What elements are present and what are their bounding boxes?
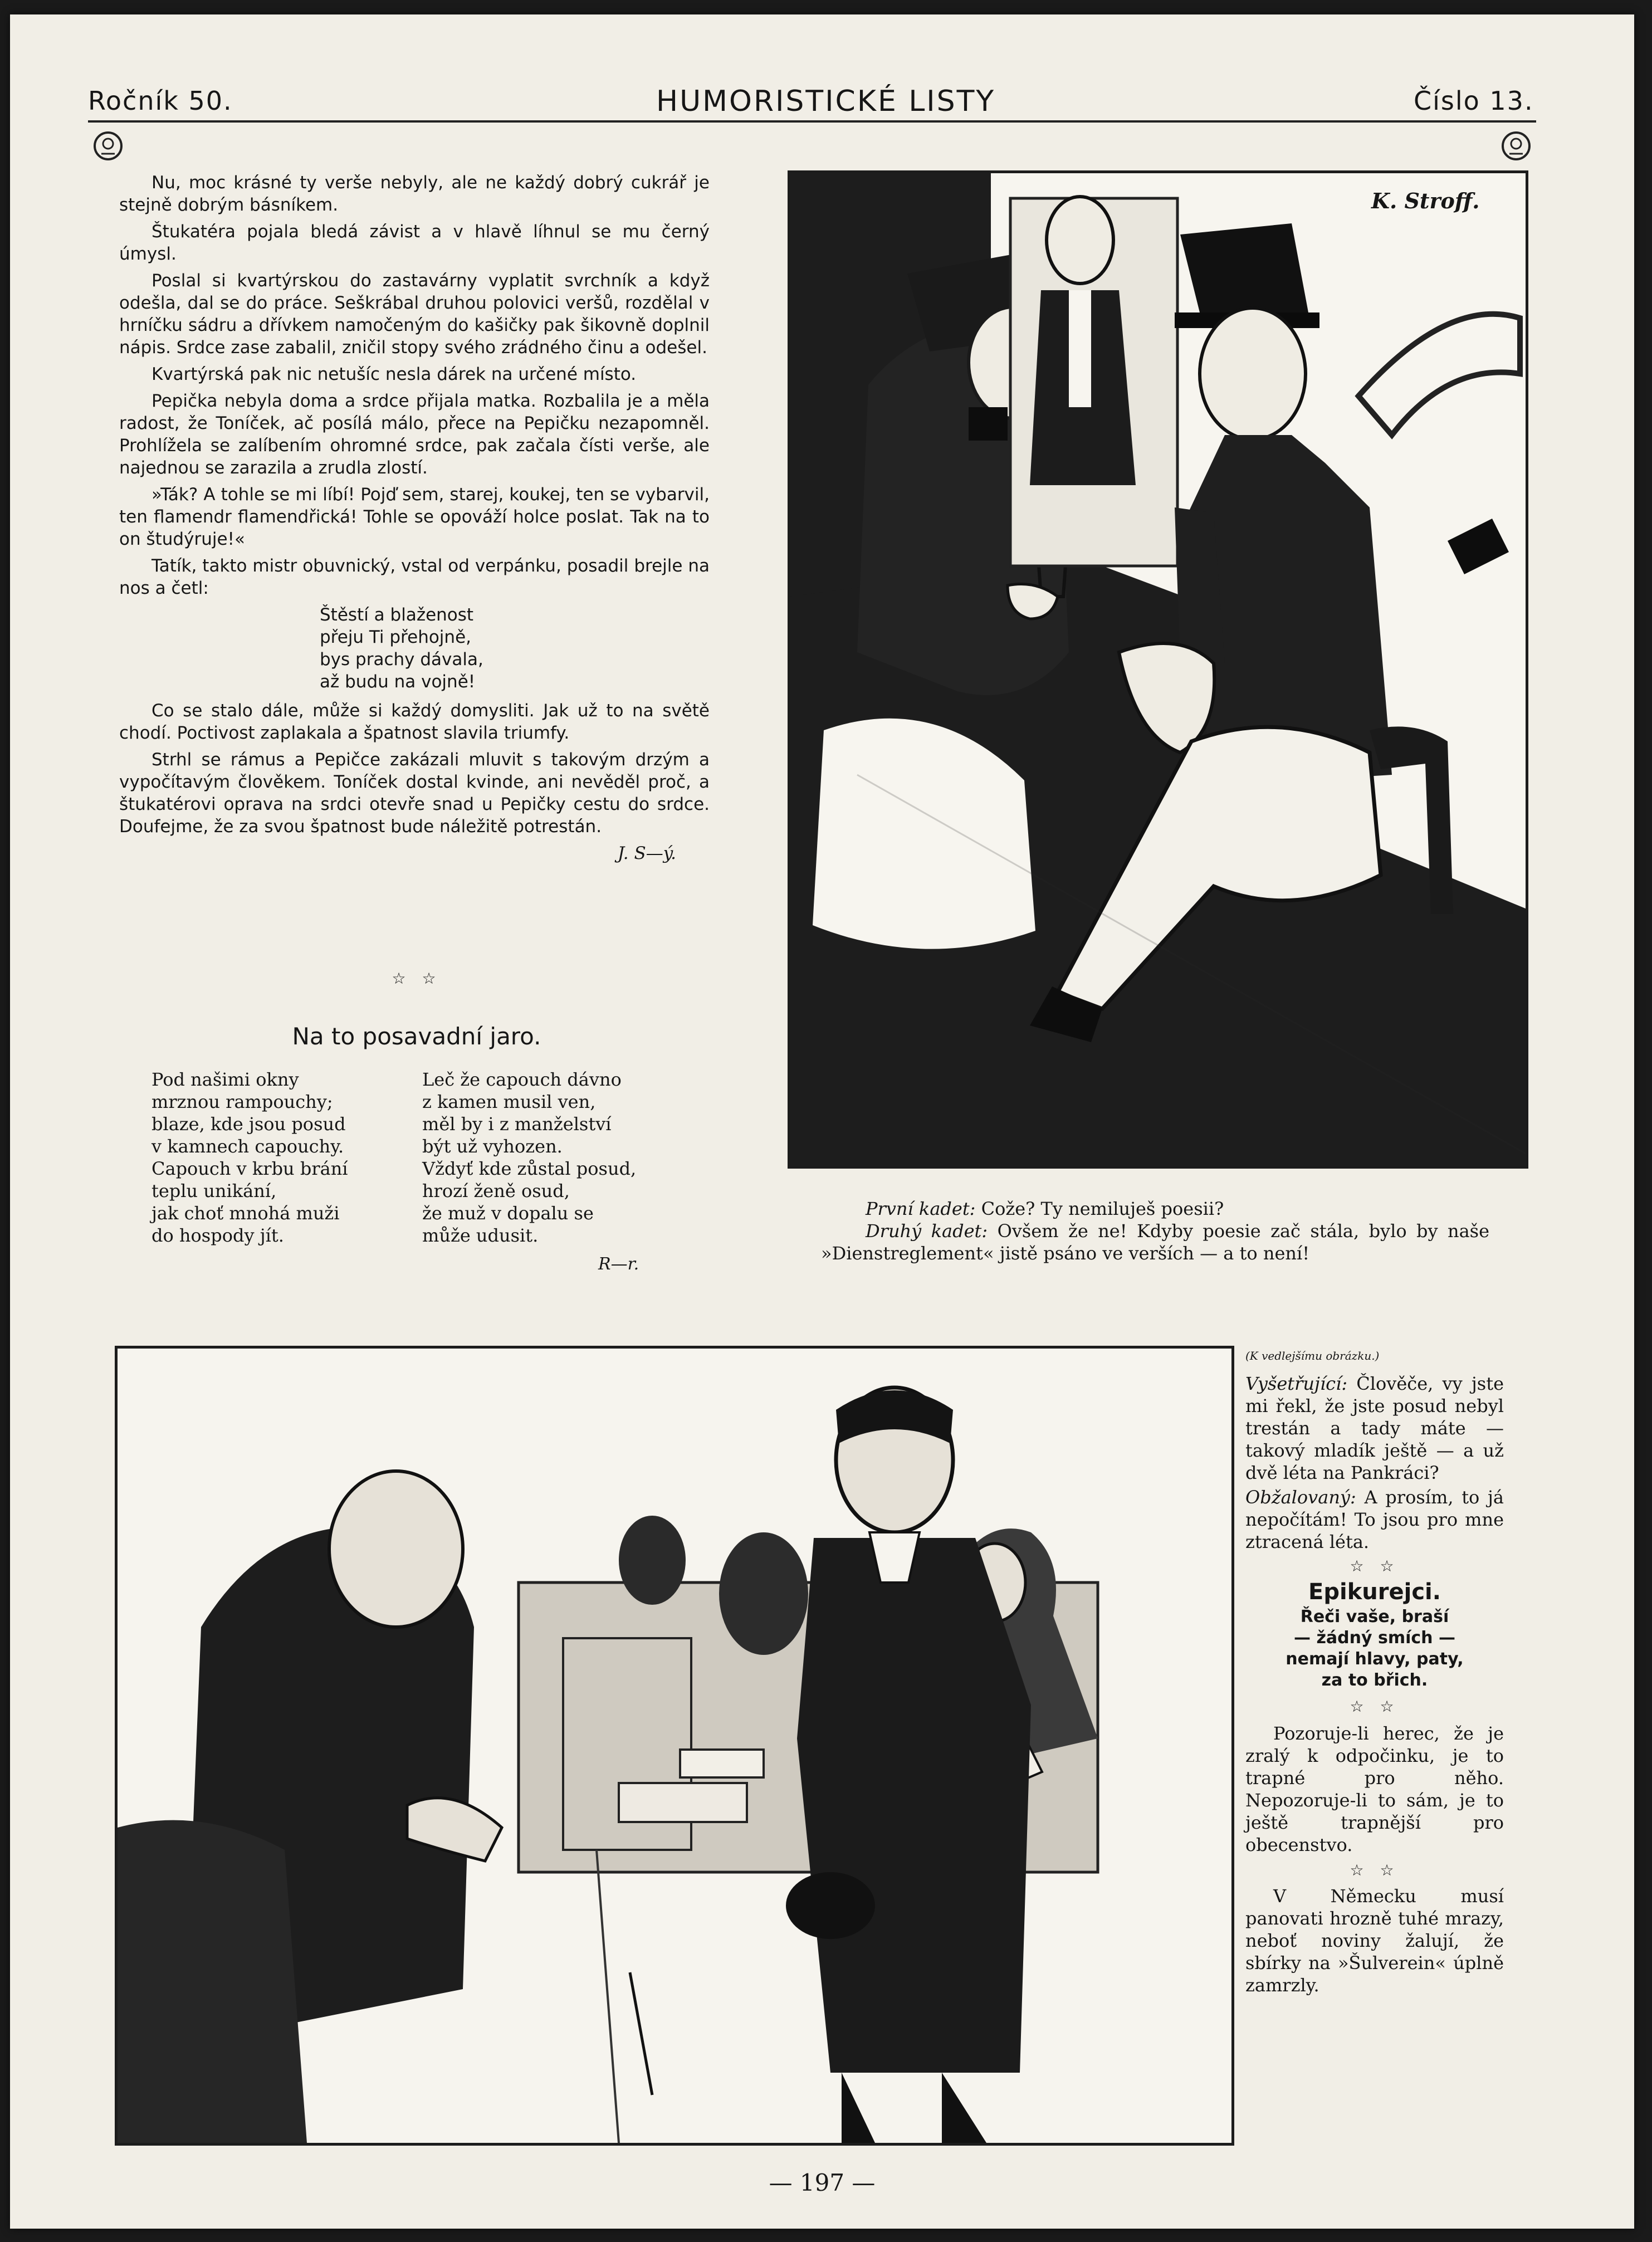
cadets-caption bbox=[821, 1198, 1489, 1264]
dialog-speaker-investigator: Vyšetřující: bbox=[1245, 1373, 1348, 1394]
courtroom-illustration bbox=[115, 1346, 1234, 2146]
separator-stars: ☆ ☆ bbox=[1350, 1557, 1400, 1575]
poem-right-stanza bbox=[422, 1068, 667, 1247]
courtroom-note: (K vedlejšímu obrázku.) bbox=[1245, 1349, 1380, 1362]
story-paragraph: Kvartýrská pak nic netušíc nesla dárek na určené místo. bbox=[151, 364, 637, 384]
header-rule bbox=[88, 120, 1536, 123]
caption-speaker-2: Druhý kadet: bbox=[866, 1220, 988, 1242]
poem-line: do hospody jít. bbox=[151, 1225, 284, 1246]
caption-speaker-1: První kadet: bbox=[866, 1198, 976, 1219]
joke-herec: Pozoruje-li herec, že je zralý k odpočinku, je to trapné pro něho. Nepozoruje-li to sám, je to ještě trapnější pro obecenstvo. bbox=[1245, 1723, 1504, 1855]
verse-line: bys prachy dávala, bbox=[320, 649, 483, 670]
poem-left-stanza bbox=[151, 1068, 397, 1247]
poem-line: jak choť mnohá muži bbox=[151, 1203, 340, 1224]
verse-line: Štěstí a blaženost bbox=[320, 605, 474, 625]
header-title: HUMORISTICKÉ LISTY bbox=[656, 85, 996, 118]
caption-text-1: Cože? Ty nemiluješ poesii? bbox=[981, 1198, 1224, 1219]
poem-line: mrznou rampouchy; bbox=[151, 1091, 333, 1112]
dialog-text-accused: A prosím, to já nepočítám! To jsou pro mne ztracená léta. bbox=[1245, 1487, 1504, 1552]
poem-line: být už vyhozen. bbox=[422, 1136, 563, 1157]
story-paragraph: Co se stalo dále, může si každý domysliti. Jak už to na světě chodí. Poctivost zaplakala a špatnost slavila triumfy. bbox=[119, 701, 710, 743]
epikurejci-verse bbox=[1245, 1606, 1504, 1691]
poem-line: Pod našimi okny bbox=[151, 1069, 299, 1090]
dialog-text-investigator: Člověče, vy jste mi řekl, že jste posud nebyl trestán a tady máte — takový mladík ještě — a už dvě léta na Pankráci? bbox=[1245, 1373, 1504, 1483]
page-sheet bbox=[10, 14, 1634, 2229]
joke-nemecko: V Německu musí panovati hrozně tuhé mrazy, neboť noviny žalují, že sbírky na »Šulverein« úplně zamrzly. bbox=[1245, 1886, 1504, 1996]
header-volume: Ročník 50. bbox=[88, 86, 233, 116]
story-paragraph: Poslal si kvartýrskou do zastavárny vyplatit svrchník a když odešla, dal se do práce. Seškrábal druhou polovici veršů, rozdělal v hrníčku sádru a dřívkem namočeným do kašičky pak šikovně doplnil nápis. Srdce zase zabalil, zničil stopy svého zrádného činu a odešel. bbox=[119, 271, 710, 358]
story-column bbox=[119, 172, 710, 864]
courtroom-dialog-2 bbox=[1245, 1486, 1504, 1553]
cadets-illustration bbox=[788, 170, 1528, 1169]
story-signature: J. S—ý. bbox=[617, 843, 676, 863]
poem-line: teplu unikání, bbox=[151, 1180, 277, 1201]
poem-title: Na to posavadní jaro. bbox=[292, 1023, 541, 1050]
crest-icon-left bbox=[92, 130, 124, 162]
header-issue: Číslo 13. bbox=[1414, 86, 1534, 116]
story-paragraph: Tatík, takto mistr obuvnický, vstal od verpánku, posadil brejle na nos a četl: bbox=[119, 556, 710, 598]
verse-line: až budu na vojně! bbox=[320, 672, 476, 692]
page-number: — 197 — bbox=[769, 2169, 876, 2196]
poem-line: blaze, kde jsou posud bbox=[151, 1113, 346, 1135]
poem-line: v kamnech capouchy. bbox=[151, 1136, 344, 1157]
courtroom-dialog-1 bbox=[1245, 1372, 1504, 1484]
story-paragraph: Pepička nebyla doma a srdce přijala matka. Rozbalila je a měla radost, že Toníček, ač posílá málo, přece na Pepičku nezapomněl. Prohlížela se zalíbením ohromné srdce, pak začala čísti verše, ale najednou se zarazila a zrudla zlostí. bbox=[119, 391, 710, 478]
story-verse bbox=[320, 604, 710, 693]
separator-stars: ☆ ☆ bbox=[1350, 1861, 1400, 1879]
separator-stars: ☆ ☆ bbox=[392, 969, 442, 988]
poem-line: měl by i z manželství bbox=[422, 1113, 612, 1135]
poem-line: Leč že capouch dávno bbox=[422, 1069, 622, 1090]
cadets-artist-signature: K. Stroff. bbox=[1371, 188, 1480, 213]
epikurejci-line: nemají hlavy, paty, bbox=[1286, 1649, 1464, 1669]
courtroom-caption-column bbox=[1245, 1345, 1504, 1999]
caption-text-2: Ovšem že ne! Kdyby poesie zač stála, bylo by naše »Dienstreglement« jistě psáno ve verších — a to není! bbox=[821, 1220, 1490, 1264]
poem-line: Vždyť kde zůstal posud, bbox=[422, 1158, 637, 1179]
dialog-speaker-accused: Obžalovaný: bbox=[1245, 1487, 1356, 1508]
epikurejci-title: Epikurejci. bbox=[1308, 1579, 1441, 1605]
epikurejci-line: — žádný smích — bbox=[1294, 1628, 1455, 1648]
poem-line: že muž v dopalu se bbox=[422, 1203, 594, 1224]
poem-line: hrozí ženě osud, bbox=[422, 1180, 570, 1201]
story-paragraph: »Ták? A tohle se mi líbí! Pojď sem, starej, koukej, ten se vybarvil, ten flamendr flamendřická! Tohle se opováží holce poslat. Tak na to on študýruje!« bbox=[119, 485, 710, 549]
poem-line: z kamen musil ven, bbox=[422, 1091, 596, 1112]
epikurejci-line: za to břich. bbox=[1321, 1670, 1428, 1690]
separator-stars: ☆ ☆ bbox=[1350, 1697, 1400, 1716]
epikurejci-line: Řeči vaše, braší bbox=[1300, 1607, 1449, 1626]
story-paragraph: Nu, moc krásné ty verše nebyly, ale ne každý dobrý cukrář je stejně dobrým básníkem. bbox=[119, 173, 710, 215]
poem-signature: R—r. bbox=[598, 1254, 639, 1274]
crest-icon-right bbox=[1501, 130, 1532, 162]
verse-line: přeju Ti přehojně, bbox=[320, 627, 471, 647]
story-paragraph: Štukatéra pojala bledá závist a v hlavě líhnul se mu černý úmysl. bbox=[119, 222, 710, 264]
poem-line: může udusit. bbox=[422, 1225, 539, 1246]
story-paragraph: Strhl se rámus a Pepičce zakázali mluvit s takovým drzým a vypočítavým člověkem. Toníček dostal kvinde, ani nevěděl proč, a štukatérovi oprava na srdci otevře snad u Pepičky cestu do srdce. Doufejme, že za svou špatnost bude náležitě potrestán. bbox=[119, 750, 710, 837]
poem-line: Capouch v krbu brání bbox=[151, 1158, 348, 1179]
